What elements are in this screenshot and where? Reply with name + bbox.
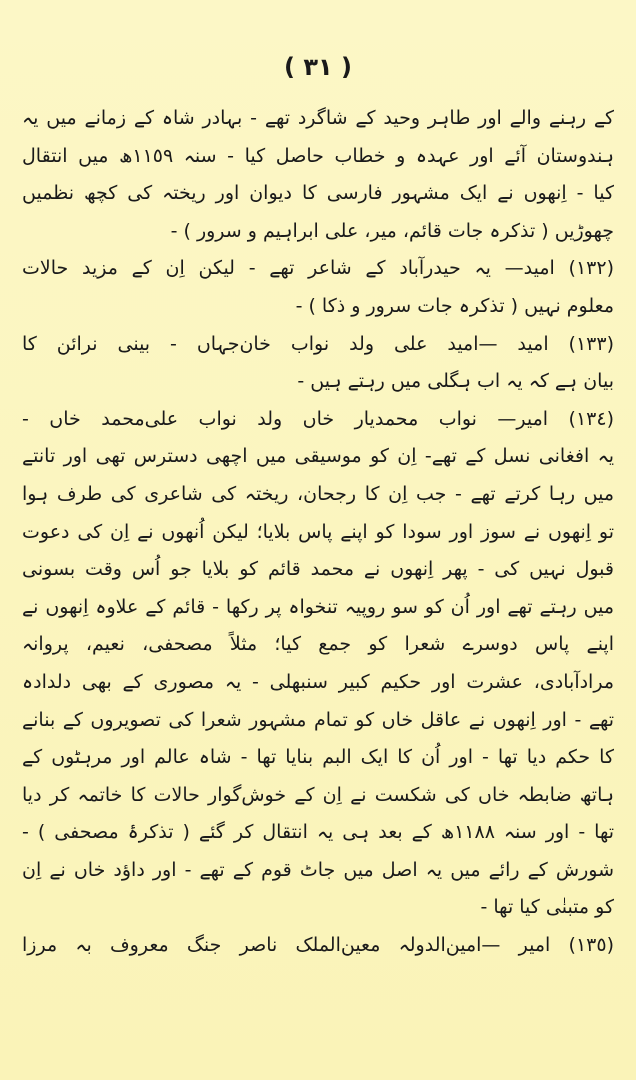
text-line: کے رہنے والے اور طاہر وحید کے شاگرد تھے - بہادر شاہ کے زمانے میں یہ <box>22 107 614 129</box>
text-line: کا حکم دیا تھا - اور اُن کا ایک البم بنایا تھا - شاہ عالم اور مرہٹوں کے <box>22 746 614 769</box>
text-line: ہاتھ ضابطہ خاں کی شکست نے اِن کے خوش‌گوار حالات کا خاتمہ کر دیا <box>22 783 614 806</box>
page-text <box>22 100 614 965</box>
text-line: کیا - اِنھوں نے ایک مشہور فارسی کا دیوان اور ریختہ کی کچھ نظمیں <box>22 182 614 205</box>
text-line: بیان ہے کہ یہ اب ہگلی میں رہتے ہیں - <box>297 370 614 393</box>
text-line: میں رہتے تھے اور اُن کو سو روپیہ تنخواہ پر رکھا - قائم کے علاوہ اِنھوں نے <box>22 595 614 618</box>
text-line: مرادآبادی، عشرت اور حکیم کبیر سنبھلی - یہ مصوری کے بھی دلدادہ <box>22 670 614 693</box>
text-line: کو متبنٰی کیا تھا - <box>480 896 614 919</box>
text-line: چھوڑیں ( تذکرہ جات قائم، میر، علی ابراہیم و سرور ) - <box>170 219 614 242</box>
text-line: (١٣٥) امیر —امین‌الدولہ معین‌الملک ناصر جنگ معروف بہ مرزا <box>22 934 614 957</box>
text-line: تھا - اور سنہ ١١٨٨ھ کے بعد ہی یہ انتقال کر گئے ( تذکرۂ مصحفی ) - <box>22 821 614 844</box>
text-line: یہ افغانی نسل کے تھے- اِن کو موسیقی میں اچھی دسترس تھی اور تانتے <box>22 445 614 468</box>
text-line: قبول نہیں کی - پھر اِنھوں نے محمد قائم کو بلایا جو اُس وقت بسونی <box>22 558 614 581</box>
text-line: اپنے پاس دوسرے شعرا کو جمع کیا؛ مثلاً مصحفی، نعیم، پروانہ <box>22 633 614 656</box>
text-line: (١٣٤) امیر— نواب محمدیار خاں ولد نواب علی‌محمد خاں - <box>22 407 614 430</box>
text-line: معلوم نہیں ( تذکرہ جات سرور و ذکا ) - <box>295 294 614 317</box>
page-number: ( ٣١ ) <box>284 53 352 81</box>
text-line: (١٣٣) امید —امید علی ولد نواب خان‌جہاں - بینی نرائن کا <box>22 332 614 355</box>
text-line: شورش کے رائے میں یہ اصل میں جاٹ قوم کے تھے - اور داؤد خاں نے اِن <box>22 858 614 881</box>
text-line: تو اِنھوں نے سوز اور سودا کو اپنے پاس بلایا؛ لیکن اُنھوں نے اِن کی دعوت <box>22 520 614 543</box>
text-line: ہندوستان آئے اور عہدہ و خطاب حاصل کیا - سنہ ١١٥٩ھ میں انتقال <box>22 144 614 167</box>
text-line: (١٣٢) امید— یہ حیدرآباد کے شاعر تھے - لیکن اِن کے مزید حالات <box>22 257 614 280</box>
text-line: میں رہا کرتے تھے - جب اِن کا رجحان، ریختہ کی شاعری کی طرف ہوا <box>22 482 614 505</box>
text-line: تھے - اور اِنھوں نے عاقل خاں کو تمام مشہور شعرا کی تصویروں کے بنانے <box>22 708 614 731</box>
